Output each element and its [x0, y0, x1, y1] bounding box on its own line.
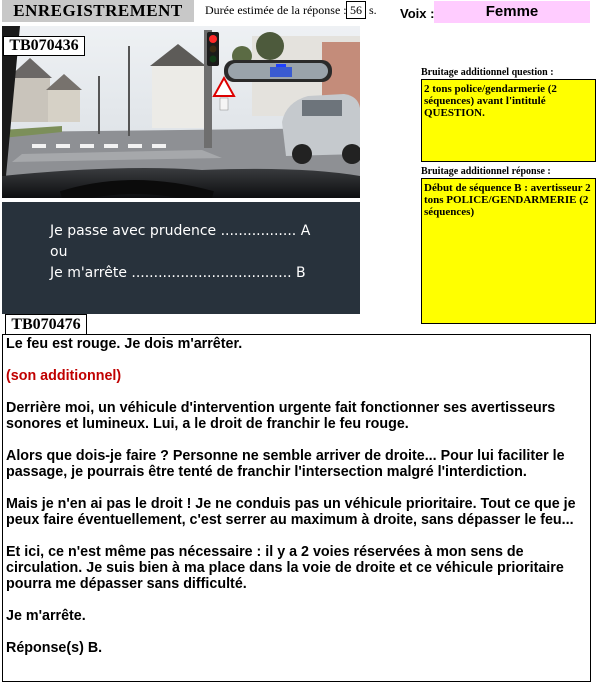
answer-option-a[interactable]: Je passe avec prudence ................. A [50, 223, 311, 239]
explanation-paragraph: Mais je n'en ai pas le droit ! Je ne conduis pas un véhicule prioritaire. Tout ce que je peux faire éventuellement, c'est serrer au maximum à droite, sans dépasser le feu... [6, 496, 576, 528]
explanation-paragraph: Et ici, ce n'est même pas nécessaire : il y a 2 voies réservées à mon sens de circulation. Je suis bien à ma place dans la voie de droite et ce véhicule prioritaire pourra me dépasser sans difficulté. [6, 544, 564, 592]
page-title: ENREGISTREMENT [2, 0, 194, 22]
explanation-code-label: TB070476 [5, 314, 87, 335]
voice-label: Voix : [400, 6, 435, 21]
question-sound-box[interactable]: 2 tons police/gendarmerie (2 séquences) avant l'intitulé QUESTION. [421, 79, 596, 162]
explanation-paragraph: Derrière moi, un véhicule d'intervention urgente fait fonctionner ses avertisseurs sonores et lumineux. Lui, a le droit de franchir le feu rouge. [6, 400, 556, 432]
question-code-label: TB070436 [3, 36, 85, 56]
question-sound-label: Bruitage additionnel question : [421, 67, 554, 78]
answer-sound-box[interactable]: Début de séquence B : avertisseur 2 tons POLICE/GENDARMERIE (2 séquences) [421, 178, 596, 324]
answer-options-panel [2, 202, 360, 314]
duration-value-field[interactable]: 56 [346, 1, 366, 19]
duration-unit: s. [369, 3, 377, 17]
voice-value-field[interactable]: Femme [434, 1, 590, 23]
duration-label: Durée estimée de la réponse : [205, 3, 347, 17]
answer-summary: Réponse(s) B. [6, 640, 103, 656]
additional-sound-note: (son additionnel) [6, 368, 122, 384]
explanation-paragraph: Le feu est rouge. Je dois m'arrêter. [6, 336, 243, 352]
explanation-paragraph: Alors que dois-je faire ? Personne ne semble arriver de droite... Pour lui faciliter le passage, je pourrais être tenté de franchir l'intersection malgré l'interdiction. [6, 448, 565, 480]
answer-separator: ou [50, 244, 68, 260]
explanation-text-box[interactable] [2, 334, 591, 682]
explanation-paragraph: Je m'arrête. [6, 608, 86, 624]
answer-option-b[interactable]: Je m'arrête .................................... B [50, 265, 306, 281]
answer-sound-label: Bruitage additionnel réponse : [421, 166, 551, 177]
